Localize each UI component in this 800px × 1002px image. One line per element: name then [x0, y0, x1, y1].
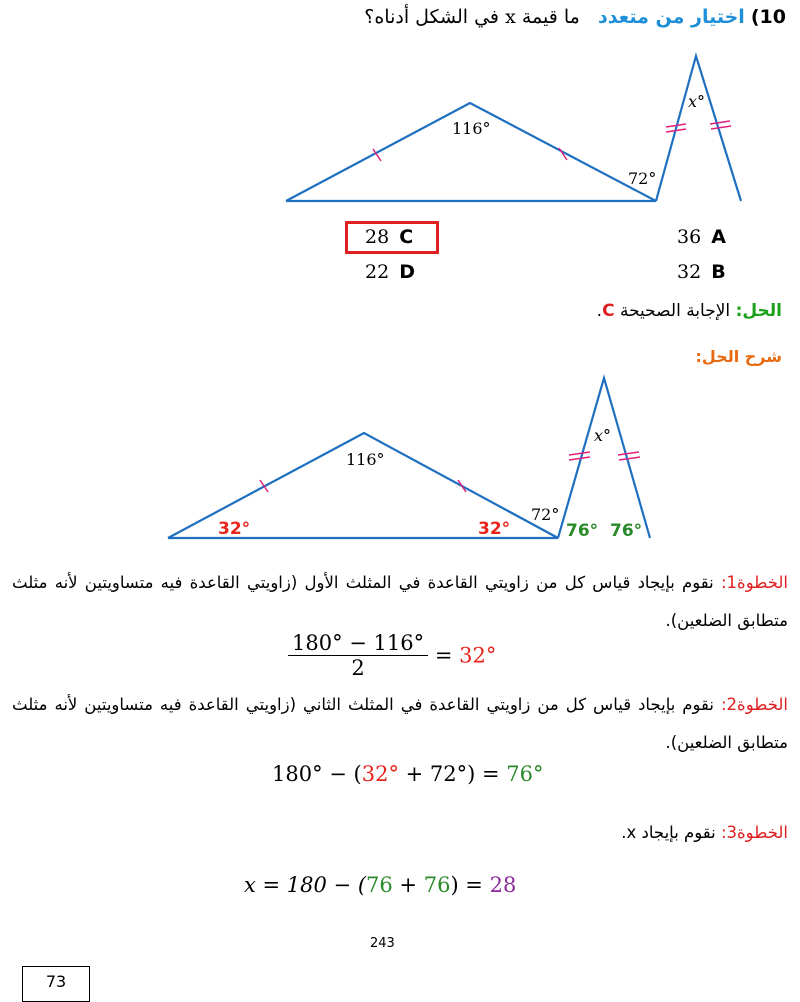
page-number-box: 73 — [22, 966, 90, 1002]
choice-b[interactable] — [677, 261, 726, 283]
choice-a-letter: A — [711, 226, 726, 248]
math-part: 28 — [489, 873, 517, 897]
math-part: ) = — [450, 873, 490, 897]
angle-72-label: 72° — [628, 169, 657, 188]
choice-c-value: 28 — [365, 226, 390, 248]
step-1-math — [288, 631, 496, 680]
choice-d[interactable] — [365, 261, 415, 283]
choice-d-letter: D — [399, 261, 415, 283]
math-part: + — [392, 873, 424, 897]
question-header — [364, 6, 786, 28]
tick-mark — [458, 480, 466, 492]
math-part: 76 — [423, 873, 451, 897]
fraction-denominator: 2 — [351, 656, 365, 680]
math-part: 180° − ( — [272, 762, 362, 786]
step-1 — [12, 564, 788, 640]
result-32: 32° — [459, 643, 497, 668]
base-angle-right: 32° — [478, 519, 511, 539]
choice-a-value: 36 — [677, 226, 702, 248]
step-3-label: الخطوة3: — [720, 823, 788, 842]
angle-72-label: 72° — [531, 505, 560, 524]
angle-x-label: x° — [688, 92, 706, 111]
explanation-title: شرح الحل: — [695, 347, 782, 366]
triangle-2 — [656, 56, 741, 201]
base2-angle-left: 76° — [566, 521, 599, 541]
step-2-label: الخطوة2: — [720, 695, 789, 714]
tick-mark — [619, 457, 640, 460]
tick-mark — [618, 452, 639, 455]
math-part: 32° — [361, 762, 399, 786]
choice-b-letter: B — [711, 261, 726, 283]
figure-2 — [160, 372, 660, 544]
choice-b-value: 32 — [677, 261, 702, 283]
step-3-text: نقوم بإيجاد x. — [621, 823, 716, 842]
math-part: 76° — [506, 762, 544, 786]
step-2-text: نقوم بإيجاد قياس كل من زاويتي القاعدة في المثلث الثاني (زاويتي القاعدة فيه متساويتين لأنه مثلث متطابق الضلعين). — [12, 695, 788, 752]
tick-mark — [569, 452, 590, 455]
question-number: 10) — [750, 6, 786, 28]
question-text: ما قيمة x في الشكل أدناه؟ — [364, 6, 580, 28]
step-1-text: نقوم بإيجاد قياس كل من زاويتي القاعدة في المثلث الأول (زاويتي القاعدة فيه متساويتين لأنه مثلث متطابق الضلعين). — [12, 573, 788, 630]
page-center-number: 243 — [370, 936, 395, 951]
base-angle-left: 32° — [218, 519, 251, 539]
solution-period: . — [596, 301, 603, 321]
solution-answer: C — [602, 301, 615, 321]
choice-c[interactable] — [365, 226, 413, 248]
math-part: + 72°) = — [398, 762, 507, 786]
step-3 — [12, 814, 788, 852]
math-part: x = 180 − ( — [244, 873, 367, 897]
solution-line — [597, 301, 782, 321]
step-1-label: الخطوة1: — [720, 573, 789, 592]
choice-c-letter: C — [399, 226, 414, 248]
figure-1 — [280, 50, 750, 210]
angle-x-label: x° — [594, 426, 612, 445]
solution-text: الإجابة الصحيحة — [619, 301, 731, 321]
tick-mark — [710, 121, 730, 124]
step-3-math — [244, 873, 516, 897]
step-2-math — [272, 762, 544, 786]
base2-angle-right: 76° — [610, 521, 643, 541]
tick-mark — [711, 126, 731, 129]
equals-sign: = — [434, 643, 453, 668]
question-type: اختيار من متعدد — [597, 6, 745, 28]
apex-angle-label: 116° — [452, 119, 491, 138]
choice-a[interactable] — [677, 226, 726, 248]
solution-label: الحل: — [735, 301, 782, 321]
fraction-numerator: 180° − 116° — [288, 631, 428, 656]
choice-d-value: 22 — [365, 261, 390, 283]
step-2 — [12, 686, 788, 762]
math-part: 76 — [366, 873, 393, 897]
apex-angle-label: 116° — [346, 450, 385, 469]
triangle-1 — [286, 103, 656, 201]
